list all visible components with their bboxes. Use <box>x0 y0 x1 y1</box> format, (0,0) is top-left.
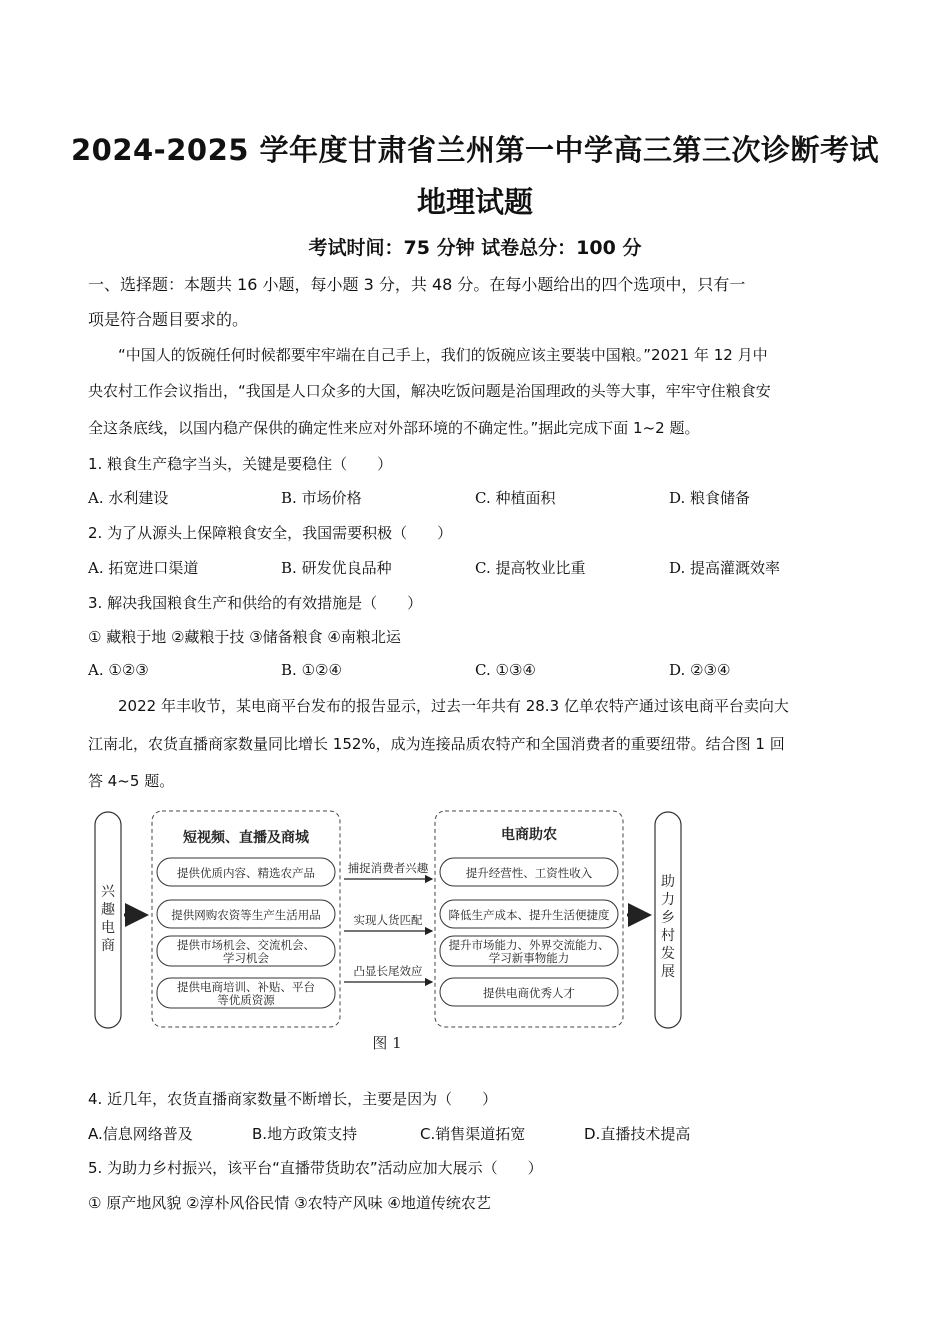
q2-option-c[interactable]: C. 提高牧业比重 <box>475 559 586 577</box>
q4-option-c[interactable]: C.销售渠道拓宽 <box>420 1125 526 1143</box>
left-pill-char-4: 商 <box>101 938 115 954</box>
passage2-line3: 答 4~5 题。 <box>88 772 175 790</box>
left-pill-char-3: 电 <box>101 920 115 936</box>
box1-item-4-line1: 提供电商培训、补贴、平台 <box>177 980 315 994</box>
q2-option-d[interactable]: D. 提高灌溉效率 <box>669 559 781 577</box>
q3-option-d[interactable]: D. ②③④ <box>669 661 731 679</box>
right-pill-char-4: 村 <box>661 928 675 944</box>
q3-option-b[interactable]: B. ①②④ <box>281 661 342 679</box>
question-5-items: ① 原产地风貌 ②淳朴风俗民情 ③农特产风味 ④地道传统农艺 <box>88 1194 491 1212</box>
left-pill-char-2: 趣 <box>101 902 115 918</box>
passage2-line1: 2022 年丰收节，某电商平台发布的报告显示，过去一年共有 28.3 亿单农特产通过该电商平台卖向大 <box>118 697 789 715</box>
q3-option-a[interactable]: A. ①②③ <box>88 661 149 679</box>
question-3-items: ① 藏粮于地 ②藏粮于技 ③储备粮食 ④南粮北运 <box>88 628 401 646</box>
passage1-line1: “中国人的饭碗任何时候都要牢牢端在自己手上，我们的饭碗应该主要装中国粮。”2021 年 12 月中 <box>118 346 768 364</box>
right-pill-zhuli-xiangcun-fazhan <box>655 812 681 1028</box>
box1-item-3-line2: 学习机会 <box>223 951 269 965</box>
box2-item-1: 提升经营性、工资性收入 <box>465 866 593 880</box>
left-pill-char-1: 兴 <box>101 884 115 900</box>
q3-option-c[interactable]: C. ①③④ <box>475 661 536 679</box>
passage1-line3: 全这条底线，以国内稳产保供的确定性来应对外部环境的不确定性。”据此完成下面 1~2 题。 <box>88 419 700 437</box>
figure-1-flowchart <box>88 806 688 1062</box>
right-pill-char-5: 发 <box>661 946 675 962</box>
q2-option-a[interactable]: A. 拓宽进口渠道 <box>88 559 199 577</box>
exam-subject: 地理试题 <box>416 185 533 219</box>
question-5-stem: 5. 为助力乡村振兴，该平台“直播带货助农”活动应加大展示（ ） <box>88 1159 543 1177</box>
box2-item-4: 提供电商优秀人才 <box>483 986 575 1000</box>
box1-item-3-line1: 提供市场机会、交流机会、 <box>177 938 315 952</box>
box-short-video-live-mall <box>152 811 340 1027</box>
exam-time-score: 考试时间：75 分钟 试卷总分：100 分 <box>308 237 642 259</box>
passage2-line2: 江南北，农货直播商家数量同比增长 152%，成为连接品质农特产和全国消费者的重要纽带。结合图 1 回 <box>88 735 785 753</box>
section-heading-cont: 项是符合题目要求的。 <box>88 310 249 329</box>
q1-option-a[interactable]: A. 水利建设 <box>88 489 169 507</box>
q1-option-d[interactable]: D. 粮食储备 <box>669 489 751 507</box>
q4-option-d[interactable]: D.直播技术提高 <box>584 1125 691 1143</box>
question-2-stem: 2. 为了从源头上保障粮食安全，我国需要积极（ ） <box>88 524 453 542</box>
q2-option-b[interactable]: B. 研发优良品种 <box>281 559 392 577</box>
question-3-stem: 3. 解决我国粮食生产和供给的有效措施是（ ） <box>88 594 423 612</box>
box2-item-3-line1: 提升市场能力、外界交流能力、 <box>448 938 610 952</box>
arrow-label-2: 实现人货匹配 <box>353 913 423 927</box>
q1-option-c[interactable]: C. 种植面积 <box>475 489 556 507</box>
figure-caption: 图 1 <box>372 1034 402 1052</box>
right-pill-char-6: 展 <box>661 964 675 980</box>
q4-option-a[interactable]: A.信息网络普及 <box>88 1125 193 1143</box>
box-ecommerce-agri <box>435 811 623 1027</box>
q4-option-b[interactable]: B.地方政策支持 <box>252 1125 358 1143</box>
middle-arrows <box>344 861 432 982</box>
box1-item-1: 提供优质内容、精选农产品 <box>177 866 315 880</box>
box1-item-4-line2: 等优质资源 <box>217 993 275 1007</box>
right-pill-char-2: 力 <box>661 892 675 908</box>
box2-item-3-line2: 学习新事物能力 <box>488 951 570 965</box>
exam-title: 2024-2025 学年度甘肃省兰州第一中学高三第三次诊断考试 <box>70 133 880 167</box>
box1-title: 短视频、直播及商城 <box>183 830 309 846</box>
left-pill-xingqu-dianshang <box>95 812 121 1028</box>
right-pill-char-1: 助 <box>661 874 675 890</box>
section-heading: 一、选择题：本题共 16 小题，每小题 3 分，共 48 分。在每小题给出的四个选项中，只有一 <box>88 275 746 294</box>
passage1-line2: 央农村工作会议指出，“我国是人口众多的大国，解决吃饭问题是治国理政的头等大事，牢牢守住粮食安 <box>88 382 771 400</box>
question-4-stem: 4. 近几年，农货直播商家数量不断增长，主要是因为（ ） <box>88 1090 498 1108</box>
box2-title: 电商助农 <box>501 827 557 843</box>
arrow-label-1: 捕捉消费者兴趣 <box>347 861 429 875</box>
right-pill-char-3: 乡 <box>661 910 675 926</box>
question-1-stem: 1. 粮食生产稳字当头，关键是要稳住（ ） <box>88 455 393 473</box>
q1-option-b[interactable]: B. 市场价格 <box>281 489 362 507</box>
box2-item-2: 降低生产成本、提升生活便捷度 <box>448 908 610 922</box>
box1-item-2: 提供网购农资等生产生活用品 <box>171 908 321 922</box>
arrow-label-3: 凸显长尾效应 <box>353 964 423 978</box>
